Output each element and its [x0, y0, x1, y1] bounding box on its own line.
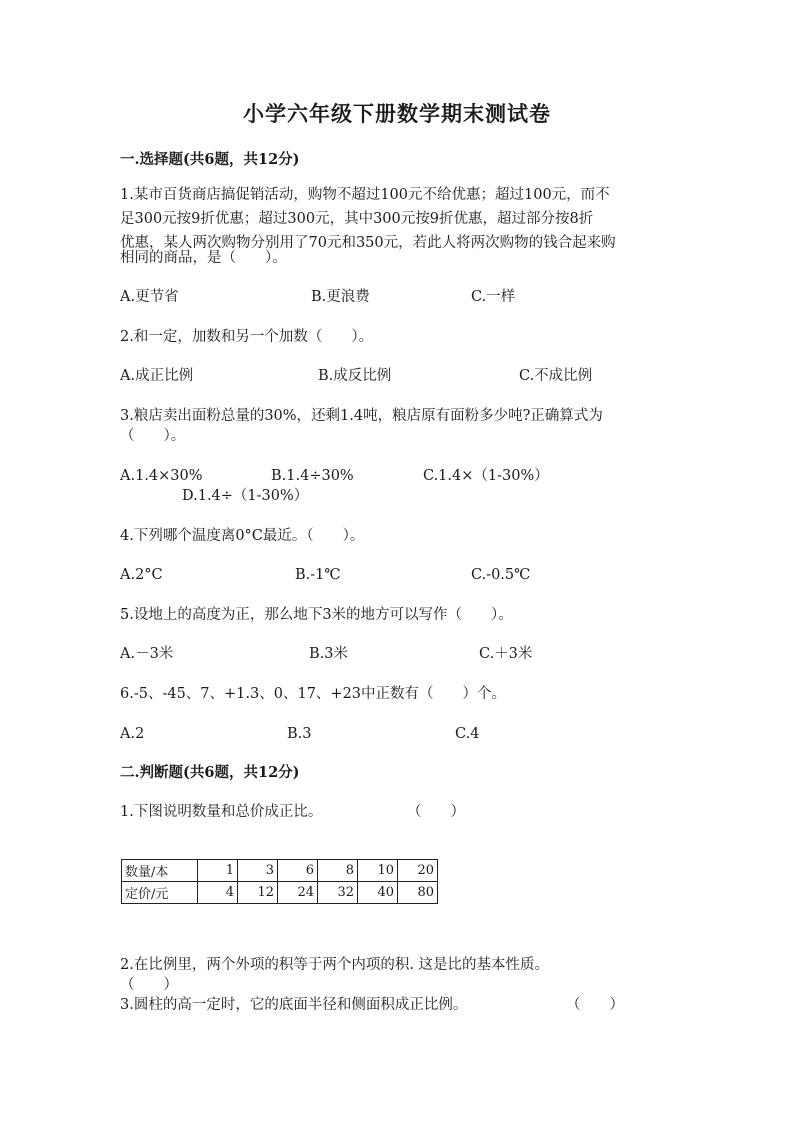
- judge-2-text: 2.在比例里，两个外项的积等于两个内项的积. 这是比的基本性质。: [120, 957, 550, 973]
- judge-1-blank: （ ）: [407, 804, 465, 820]
- question-1-option-a: A.更节省: [120, 289, 179, 305]
- table-cell: 6: [278, 860, 318, 882]
- question-6-option-c: C.4: [455, 726, 480, 742]
- table-cell: 10: [358, 860, 398, 882]
- page-title: 小学六年级下册数学期末测试卷: [243, 101, 551, 126]
- section-heading-choice: 一.选择题(共6题，共12分): [120, 151, 300, 168]
- question-2-option-a: A.成正比例: [120, 368, 194, 384]
- table-cell: 定价/元: [122, 882, 198, 904]
- question-6-option-b: B.3: [287, 726, 312, 742]
- table-cell: 4: [198, 882, 238, 904]
- question-4-text: 4.下列哪个温度离0°C最近。（ ）。: [120, 528, 365, 544]
- question-2-option-c: C.不成比例: [519, 368, 593, 384]
- question-3-option-d: D.1.4÷（1-30%）: [182, 488, 309, 504]
- table-cell: 3: [238, 860, 278, 882]
- question-1-line-2: 足300元按9折优惠；超过300元，其中300元按9折优惠，超过部分按8折: [120, 211, 594, 227]
- table-cell: 1: [198, 860, 238, 882]
- question-5-option-c: C.＋3米: [479, 646, 533, 662]
- table-cell: 24: [278, 882, 318, 904]
- question-1-line-1: 1.某市百货商店搞促销活动，购物不超过100元不给优惠；超过100元，而不: [120, 187, 610, 203]
- judge-3-blank: （ ）: [566, 997, 624, 1013]
- question-2-option-b: B.成反比例: [318, 368, 392, 384]
- question-3-line-2: （ ）。: [120, 428, 186, 444]
- table-row: [122, 882, 438, 904]
- table-cell: 32: [318, 882, 358, 904]
- question-5-option-b: B.3米: [309, 646, 348, 662]
- table-cell: 12: [238, 882, 278, 904]
- question-3-option-c: C.1.4×（1-30%）: [423, 468, 549, 484]
- question-4-option-a: A.2°C: [120, 567, 163, 583]
- question-5-text: 5.设地上的高度为正，那么地下3米的地方可以写作（ ）。: [120, 607, 513, 623]
- question-3-line-1: 3.粮店卖出面粉总量的30%，还剩1.4吨，粮店原有面粉多少吨?正确算式为: [120, 408, 603, 424]
- question-6-option-a: A.2: [120, 726, 145, 742]
- question-1-line-3: 优惠，某人两次购物分别用了70元和350元，若此人将两次购物的钱合起来购: [120, 235, 616, 251]
- section-heading-judge: 二.判断题(共6题，共12分): [120, 764, 300, 781]
- judge-2-blank: （ ）: [120, 977, 178, 993]
- table-cell: 80: [398, 882, 438, 904]
- table-cell: 40: [358, 882, 398, 904]
- table-cell: 20: [398, 860, 438, 882]
- table-row: [122, 860, 438, 882]
- question-4-option-c: C.-0.5℃: [471, 567, 531, 583]
- question-5-option-a: A.－3米: [120, 646, 174, 662]
- table-cell: 数量/本: [122, 860, 198, 882]
- question-3-option-a: A.1.4×30%: [120, 468, 203, 484]
- question-4-option-b: B.-1℃: [295, 567, 341, 583]
- question-1-option-c: C.一样: [471, 289, 516, 305]
- question-1-line-4: 相同的商品，是（ ）。: [120, 250, 287, 266]
- table-cell: 8: [318, 860, 358, 882]
- question-6-text: 6.-5、-45、7、+1.3、0、17、+23中正数有（ ）个。: [120, 686, 507, 702]
- quantity-price-table: [121, 859, 438, 904]
- question-2-text: 2.和一定，加数和另一个加数（ ）。: [120, 329, 374, 345]
- judge-1-text: 1.下图说明数量和总价成正比。: [120, 804, 323, 820]
- question-3-option-b: B.1.4÷30%: [271, 468, 354, 484]
- question-1-option-b: B.更浪费: [311, 289, 370, 305]
- judge-3-text: 3.圆柱的高一定时，它的底面半径和侧面积成正比例。: [120, 997, 468, 1013]
